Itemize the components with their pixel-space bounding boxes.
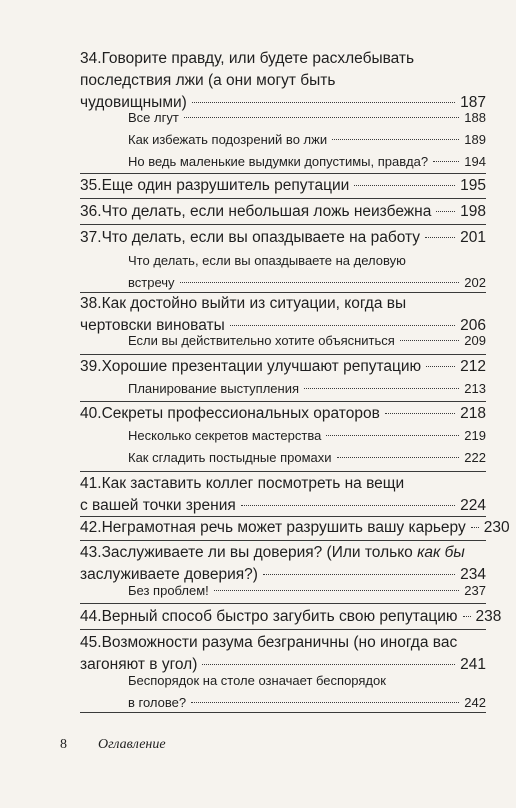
dot-leader bbox=[191, 702, 459, 703]
dot-leader bbox=[425, 237, 455, 238]
page-ref: 237 bbox=[464, 583, 486, 598]
toc-subentry bbox=[128, 670, 486, 714]
entry-number: 41. bbox=[80, 475, 102, 492]
separator-line bbox=[80, 603, 486, 604]
entry-number: 34. bbox=[80, 50, 102, 67]
dot-leader bbox=[385, 413, 455, 414]
entry-title-line: Что делать, если вы опаздываете на деловую bbox=[128, 253, 406, 268]
separator-line bbox=[80, 224, 486, 225]
toc-subentry bbox=[128, 425, 486, 447]
toc-entry-35 bbox=[80, 175, 486, 197]
dot-leader bbox=[180, 282, 460, 283]
separator-line bbox=[80, 173, 486, 174]
dot-leader bbox=[192, 102, 455, 103]
separator-line bbox=[80, 198, 486, 199]
entry-title-line: Заслуживаете ли вы доверия? (Или только как бы bbox=[101, 544, 465, 561]
toc-subentry bbox=[128, 129, 486, 151]
entry-title-line: Говорите правду, или будете расхлебывать bbox=[101, 50, 415, 67]
entry-title-line: Все лгут bbox=[128, 110, 179, 125]
entry-number: 45. bbox=[80, 634, 102, 651]
dot-leader bbox=[263, 574, 455, 575]
entry-title-line: с вашей точки зрения bbox=[80, 497, 236, 514]
page-ref: 201 bbox=[460, 229, 486, 246]
entry-number: 37. bbox=[80, 229, 102, 246]
entry-title-line: заслуживаете доверия?) bbox=[80, 566, 258, 583]
dot-leader bbox=[184, 117, 460, 118]
entry-title-line: Что делать, если вы опаздываете на работу bbox=[101, 229, 421, 246]
dot-leader bbox=[326, 435, 459, 436]
dot-leader bbox=[304, 388, 459, 389]
toc-subentry bbox=[128, 580, 486, 602]
entry-title-line: Верный способ быстро загубить свою репутацию bbox=[101, 608, 458, 625]
entry-number: 39. bbox=[80, 358, 102, 375]
entry-title-line: Как избежать подозрений во лжи bbox=[128, 132, 328, 147]
dot-leader bbox=[426, 366, 455, 367]
entry-number: 40. bbox=[80, 405, 102, 422]
page-ref: 195 bbox=[460, 177, 486, 194]
toc-entry-40 bbox=[80, 403, 486, 425]
dot-leader bbox=[241, 505, 455, 506]
running-head: Оглавление bbox=[98, 737, 166, 752]
page-ref: 238 bbox=[475, 608, 502, 625]
entry-number: 36. bbox=[80, 203, 102, 220]
page-ref: 218 bbox=[460, 405, 486, 422]
page-ref: 230 bbox=[483, 519, 510, 536]
toc-subentry bbox=[128, 378, 486, 400]
entry-title-line: Еще один разрушитель репутации bbox=[101, 177, 350, 194]
toc-entry-39 bbox=[80, 356, 486, 378]
dot-leader bbox=[230, 325, 455, 326]
toc-subentry bbox=[128, 330, 486, 352]
entry-title-line: в голове? bbox=[128, 695, 187, 710]
entry-title-line: Возможности разума безграничны (но иногда вас bbox=[101, 634, 458, 651]
page-ref: 188 bbox=[464, 110, 486, 125]
entry-number: 44. bbox=[80, 608, 102, 625]
toc-subentry bbox=[128, 151, 486, 173]
dot-leader bbox=[214, 590, 460, 591]
page-ref: 222 bbox=[464, 450, 486, 465]
entry-title-line: Что делать, если небольшая ложь неизбежна bbox=[101, 203, 432, 220]
page-ref: 219 bbox=[464, 428, 486, 443]
separator-line bbox=[80, 712, 486, 713]
dot-leader bbox=[400, 340, 459, 341]
separator-line bbox=[80, 629, 486, 630]
entry-number: 35. bbox=[80, 177, 102, 194]
toc-subentry bbox=[128, 107, 486, 129]
toc-entry-41 bbox=[80, 473, 486, 517]
page-number: 8 bbox=[60, 737, 67, 752]
entry-title-line: чертовски виноваты bbox=[80, 317, 225, 334]
entry-title-line: Как сгладить постыдные промахи bbox=[128, 450, 332, 465]
entry-title-line: встречу bbox=[128, 275, 175, 290]
page-ref: 202 bbox=[464, 275, 486, 290]
entry-title-line: Как заставить коллег посмотреть на вещи bbox=[101, 475, 405, 492]
separator-line bbox=[80, 354, 486, 355]
dot-leader bbox=[463, 616, 471, 617]
entry-title-line: Как достойно выйти из ситуации, когда вы bbox=[101, 295, 407, 312]
entry-title-line: Секреты профессиональных ораторов bbox=[101, 405, 380, 422]
toc-entry-36 bbox=[80, 201, 486, 223]
toc-entry-34 bbox=[80, 48, 486, 114]
entry-title-line: Беспорядок на столе означает беспорядок bbox=[128, 673, 386, 688]
page-ref: 198 bbox=[460, 203, 486, 220]
entry-title-line: Но ведь маленькие выдумки допустимы, правда? bbox=[128, 154, 429, 169]
toc-entry-44 bbox=[80, 606, 502, 628]
toc-subentry bbox=[128, 447, 486, 469]
toc-entry-42 bbox=[80, 517, 510, 539]
entry-title-line: последствия лжи (а они могут быть bbox=[80, 72, 336, 89]
separator-line bbox=[80, 401, 486, 402]
dot-leader bbox=[471, 527, 479, 528]
entry-number: 38. bbox=[80, 295, 102, 312]
page-ref: 234 bbox=[460, 566, 486, 583]
entry-title-line: Хорошие презентации улучшают репутацию bbox=[101, 358, 422, 375]
entry-title-line: Если вы действительно хотите объясниться bbox=[128, 333, 395, 348]
toc-subentry bbox=[128, 250, 486, 294]
entry-title-line: загоняют в угол) bbox=[80, 656, 198, 673]
page-ref: 242 bbox=[464, 695, 486, 710]
dot-leader bbox=[433, 161, 459, 162]
entry-title-line: Без проблем! bbox=[128, 583, 209, 598]
dot-leader bbox=[354, 185, 455, 186]
separator-line bbox=[80, 540, 486, 541]
page-ref: 189 bbox=[464, 132, 486, 147]
page-ref: 212 bbox=[460, 358, 486, 375]
dot-leader bbox=[332, 139, 459, 140]
page-ref: 213 bbox=[464, 381, 486, 396]
entry-number: 43. bbox=[80, 544, 102, 561]
entry-title-line: чудовищными) bbox=[80, 94, 187, 111]
separator-line bbox=[80, 471, 486, 472]
entry-title-line: Планирование выступления bbox=[128, 381, 300, 396]
page-ref: 194 bbox=[464, 154, 486, 169]
entry-title-line: Неграмотная речь может разрушить вашу карьеру bbox=[101, 519, 466, 536]
page-ref: 241 bbox=[460, 656, 486, 673]
dot-leader bbox=[337, 457, 460, 458]
dot-leader bbox=[436, 211, 455, 212]
toc-entry-37 bbox=[80, 227, 486, 249]
page-ref: 209 bbox=[464, 333, 486, 348]
page-ref: 206 bbox=[460, 317, 486, 334]
entry-number: 42. bbox=[80, 519, 102, 536]
page-ref: 187 bbox=[460, 94, 486, 111]
entry-title-line: Несколько секретов мастерства bbox=[128, 428, 322, 443]
dot-leader bbox=[202, 664, 455, 665]
page-ref: 224 bbox=[460, 497, 486, 514]
